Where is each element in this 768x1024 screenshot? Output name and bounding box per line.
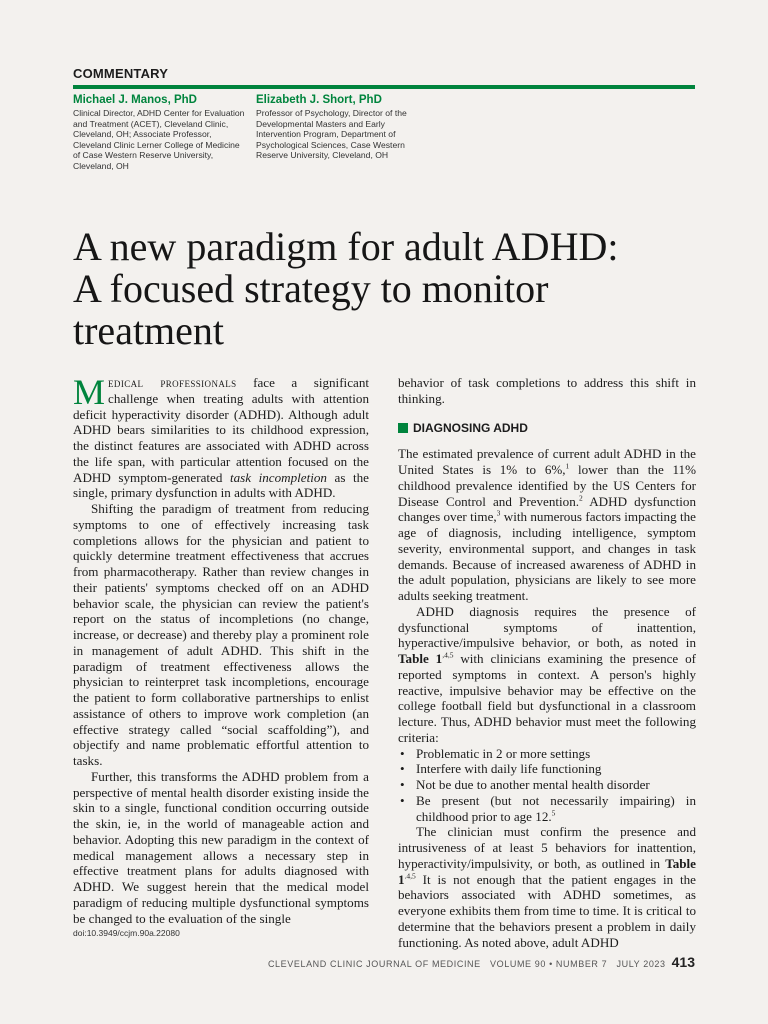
author-affiliation: Professor of Psychology, Director of the Developmental Masters and Early Intervention Program, Department of Psychological Sciences, Case Western Reserve University, Cleveland, OH	[256, 108, 407, 160]
page-number: 413	[671, 954, 695, 970]
citation[interactable]: 3	[496, 508, 501, 518]
body-column-left	[73, 372, 369, 926]
section-rule	[73, 85, 695, 89]
author-name: Elizabeth J. Short, PhD	[256, 94, 382, 106]
text: lower than the 11% childhood prevalence identified by the US Centers for Disease Control and Prevention.	[398, 462, 696, 509]
citation[interactable]: .4,5	[404, 871, 416, 881]
text: The clinician must confirm the presence and intrusiveness of at least 5 behaviors for inattention, hyperactivity/impulsivity, or both, as outlined in	[398, 824, 696, 871]
citation[interactable]: ,4,5	[442, 650, 454, 660]
criteria-list	[398, 746, 696, 825]
journal-info: CLEVELAND CLINIC JOURNAL OF MEDICINE VOLUME 90 • NUMBER 7 JULY 2023	[267, 959, 666, 969]
list-item: • Problematic in 2 or more settings	[398, 746, 696, 762]
text: The estimated prevalence of current adult ADHD in the United States is 1% to 6%,	[398, 446, 696, 477]
doi[interactable]: doi:10.3949/ccjm.90a.22080	[73, 928, 180, 938]
table-reference[interactable]: Table 1	[398, 855, 696, 887]
author-block-2	[256, 94, 421, 161]
text: with numerous factors impacting the age of diagnosis, including intelligence, symptom severity, environmental support, and changes in task demands. Because of increased awareness of ADHD in the adult population, physicians are likely to see more adults seeking treatment.	[398, 509, 696, 603]
lead-in: edical professionals	[108, 375, 237, 390]
paragraph: Shifting the paradigm of treatment from reducing symptoms to one of effectively increasing task completions allows for the physician and patient to quickly determine treatment effectiveness that accrues from pharmacotherapy. Rather than review changes in their patients' symptoms checked off on an ADHD behavior scale, the physician can review the patient's report on the status of incompletions (no change, increase, or decrease) and thereby play a prominent role in management of adult ADHD. This shift in the paradigm of treatment effectiveness allows the physician to reinterpret task incompletions, encourage the patient to form collaborative partnerships to enlist assistance of others to improve work completion (an effective strategy called “social scaffolding”), and objectify and name problematic effortful attention to tasks.	[73, 501, 369, 768]
paragraph	[398, 824, 696, 950]
paragraph: behavior of task completions to address this shift in thinking.	[398, 375, 696, 406]
author-block-1	[73, 94, 248, 171]
title-line: A new paradigm for adult ADHD:	[73, 224, 619, 269]
heading-text: DIAGNOSING ADHD	[413, 420, 528, 435]
author-name: Michael J. Manos, PhD	[73, 94, 197, 106]
citation[interactable]: 1	[565, 461, 570, 471]
paragraph	[73, 372, 369, 501]
section-label: COMMENTARY	[73, 66, 169, 81]
title-line: A focused strategy to monitor	[73, 266, 549, 311]
text: as the single, primary dysfunction in adults with ADHD.	[73, 469, 369, 501]
paragraph	[398, 446, 696, 604]
heading-square-icon	[398, 423, 408, 433]
list-item: • Interfere with daily life functioning	[398, 761, 696, 777]
body-column-right	[398, 375, 696, 950]
emphasis: task incompletion	[229, 469, 327, 485]
table-reference[interactable]: Table 1	[398, 651, 443, 666]
page-footer	[268, 954, 695, 970]
list-item: • Not be due to another mental health disorder	[398, 777, 696, 793]
citation[interactable]: 2	[579, 493, 583, 503]
text: It is not enough that the patient engages in the behaviors associated with ADHD sometimes, as everyone exhibits them from time to time. It is critical to determine that the behaviors present a problem in daily functioning. As noted above, adult ADHD	[398, 871, 696, 950]
section-heading	[398, 421, 696, 437]
text: ADHD dysfunction changes over time,	[398, 493, 696, 525]
article-title	[73, 226, 713, 352]
paragraph	[398, 604, 696, 746]
text: ADHD diagnosis requires the presence of dysfunctional symptoms of inattention, hyperactive/impulsive behavior, or both, as noted in	[398, 603, 696, 651]
list-item	[398, 793, 696, 825]
drop-cap: M	[73, 372, 106, 412]
text: with clinicians examining the presence of reported symptoms in context. A person's highly reactive, impulsive behavior may be effective on the college football field but dysfunctional in a classroom lecture. Thus, ADHD behavior must meet the following criteria:	[398, 651, 696, 745]
text: Be present (but not necessarily impairing) in childhood prior to age 12.	[416, 792, 696, 824]
title-line: treatment	[73, 308, 225, 353]
text: face a significant challenge when treating adults with attention deficit hyperactivity disorder (ADHD). Although adult ADHD bears similarities to its childhood expression, the distinct features are associated with ADHD across the life span, with particular attention focused on the ADHD symptom-generated	[73, 375, 369, 485]
citation[interactable]: 5	[551, 808, 556, 818]
author-affiliation: Clinical Director, ADHD Center for Evaluation and Treatment (ACET), Cleveland Clinic, Cleveland, OH; Associate Professor, Cleveland Clinic Lerner College of Medicine of Case Western Reserve University, Cleveland, OH	[73, 108, 245, 171]
paragraph: Further, this transforms the ADHD problem from a perspective of mental health disorder existing inside the skin to a single, functional condition occurring outside the skin, ie, in the world of manageable action and behavior. Adopting this new paradigm in the context of medical management allows a necessary step in effective treatment plans for adults diagnosed with ADHD. We suggest herein that the medical model paradigm of reducing multiple dysfunctional symptoms be changed to the evaluation of the single	[73, 768, 369, 926]
